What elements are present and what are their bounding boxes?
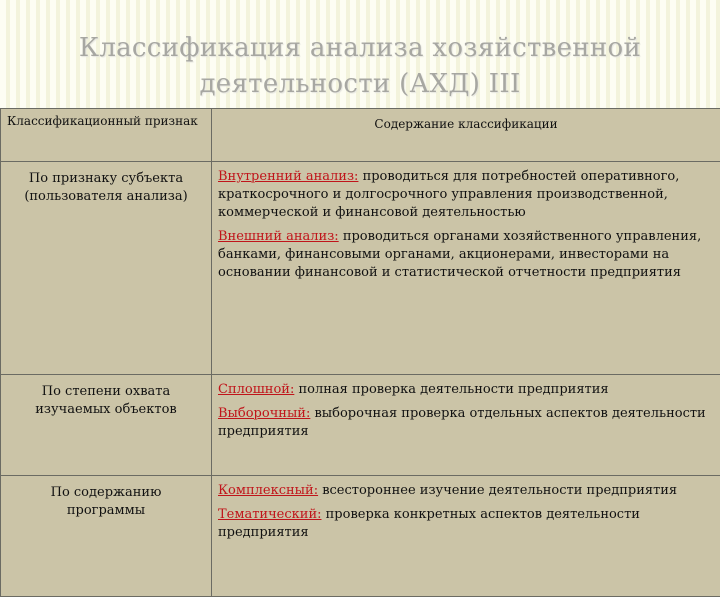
classification-item [218, 381, 714, 399]
item-text: проверка конкретных аспектов деятельности предприятия [218, 507, 640, 540]
item-text: проводиться для потребностей оперативного, краткосрочного и долгосрочного управления производственной, коммерческой и финансовой деятельностью [218, 169, 679, 220]
classification-table [0, 108, 720, 597]
item-term: Внутренний анализ: [218, 169, 358, 184]
row-content [212, 476, 720, 597]
item-term: Тематический: [218, 507, 322, 522]
row-criterion: По признаку субъекта (пользователя анализа) [1, 162, 212, 375]
classification-item [218, 506, 714, 542]
table-row [1, 375, 720, 476]
classification-item [218, 168, 714, 222]
item-text: всестороннее изучение деятельности предприятия [318, 483, 677, 498]
header-content: Содержание классификации [212, 109, 720, 162]
classification-item [218, 482, 714, 500]
table-header-row [1, 109, 720, 162]
header-criterion: Классификационный признак [1, 109, 212, 162]
item-text: полная проверка деятельности предприятия [294, 382, 608, 397]
table-row [1, 162, 720, 375]
item-term: Выборочный: [218, 406, 310, 421]
title-line-1: Классификация анализа хозяйственной [20, 30, 700, 66]
classification-item [218, 405, 714, 441]
item-text: выборочная проверка отдельных аспектов деятельности предприятия [218, 406, 706, 439]
classification-item [218, 228, 714, 282]
slide-title [20, 30, 700, 102]
table-row [1, 476, 720, 597]
item-term: Сплошной: [218, 382, 294, 397]
item-text: проводиться органами хозяйственного управления, банками, финансовыми органами, акционерами, инвесторами на основании финансовой и статистической отчетности предприятия [218, 229, 701, 280]
row-content [212, 375, 720, 476]
item-term: Внешний анализ: [218, 229, 339, 244]
row-criterion: По степени охвата изучаемых объектов [1, 375, 212, 476]
item-term: Комплексный: [218, 483, 318, 498]
row-content [212, 162, 720, 375]
row-criterion: По содержанию программы [1, 476, 212, 597]
title-line-2: деятельности (АХД) III [20, 66, 700, 102]
